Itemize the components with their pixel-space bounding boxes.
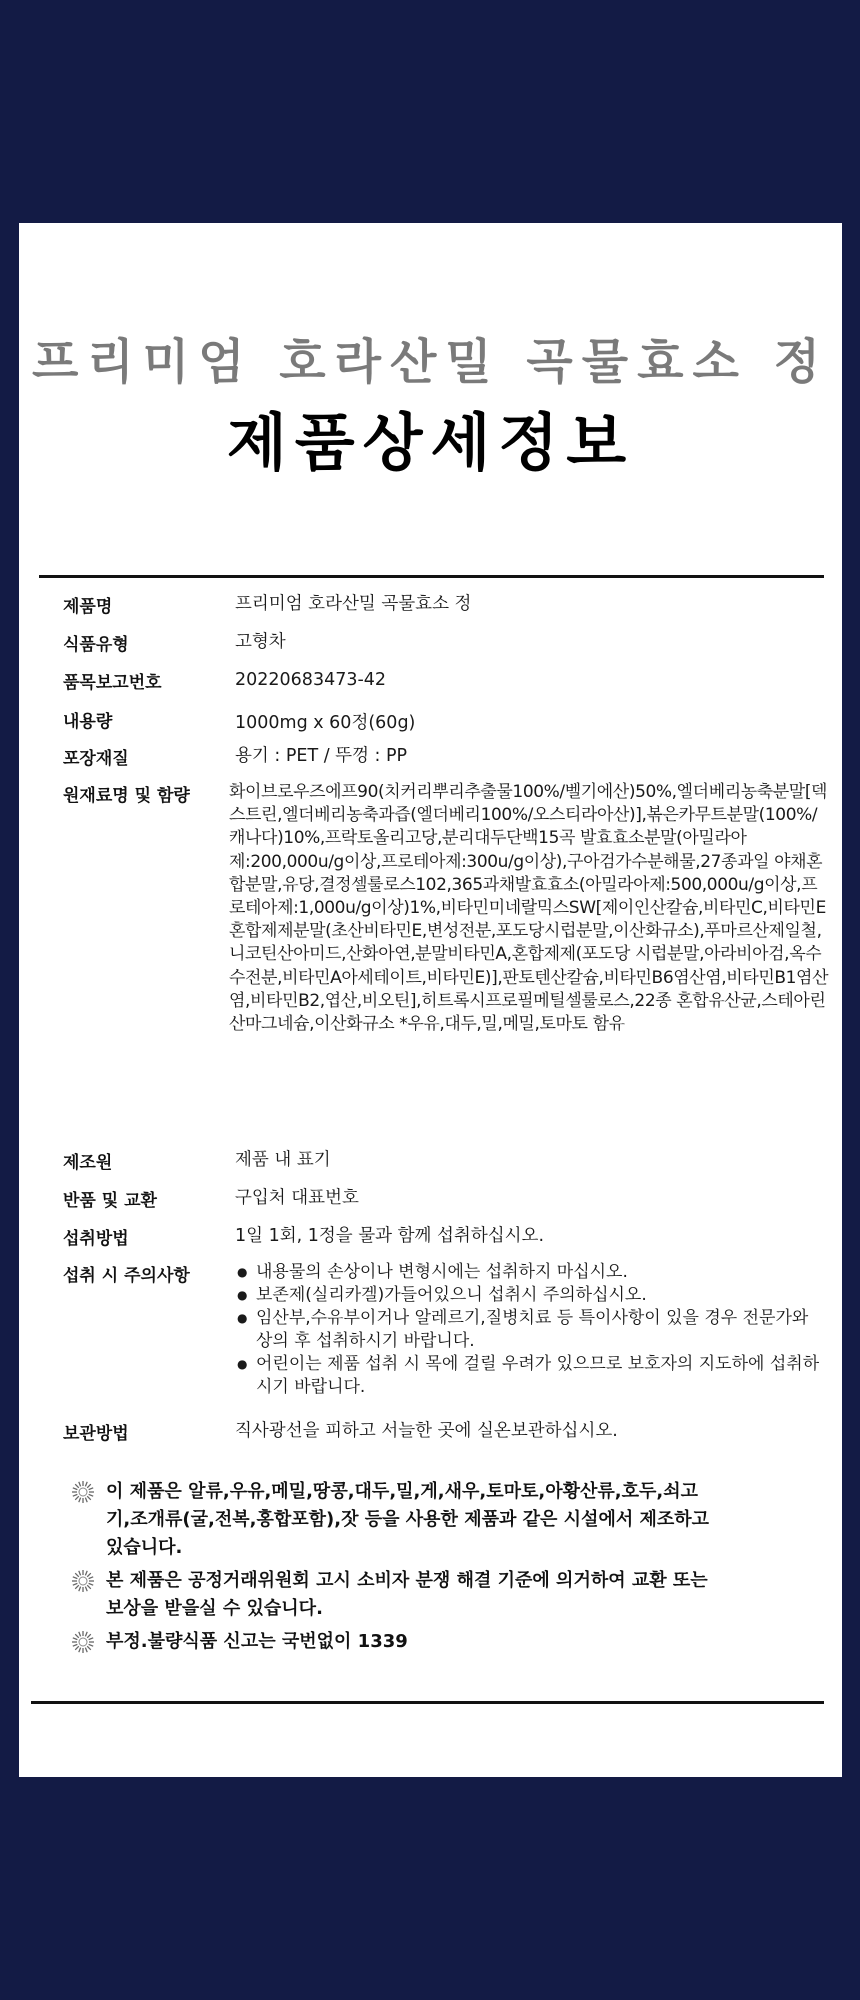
top-divider [39, 575, 824, 578]
caution-item: ● 임산부,수유부이거나 알레르기,질병치료 등 특이사항이 있을 경우 전문가와 상의 후 섭취하시기 바랍니다. [237, 1307, 830, 1353]
value-product-name: 프리미엄 호라산밀 곡물효소 정 [235, 594, 472, 614]
label-storage: 보관방법 [63, 1424, 129, 1444]
notice-text: 본 제품은 공정거래위원회 고시 소비자 분쟁 해결 기준에 의거하여 교환 또는 보상을 받을실 수 있습니다. [106, 1570, 708, 1619]
value-manufacturer: 제품 내 표기 [235, 1150, 331, 1170]
value-intake: 1일 1회, 1정을 물과 함께 섭취하십시오. [235, 1226, 545, 1246]
sunburst-icon [71, 1480, 95, 1504]
value-returns: 구입처 대표번호 [235, 1188, 359, 1208]
notice-compensation [71, 1567, 711, 1623]
label-food-type: 식품유형 [63, 635, 129, 655]
value-content: 1000mg x 60정(60g) [235, 713, 416, 733]
notice-report-hotline [71, 1628, 711, 1656]
label-returns: 반품 및 교환 [63, 1191, 157, 1211]
label-intake: 섭취방법 [63, 1229, 129, 1249]
label-manufacturer: 제조원 [63, 1153, 113, 1173]
caution-list [237, 1261, 830, 1399]
value-packaging: 용기 : PET / 뚜껑 : PP [235, 746, 408, 766]
caution-item: ● 어린이는 제품 섭취 시 목에 걸릴 우려가 있으므로 보호자의 지도하에 섭취하시기 바랍니다. [237, 1353, 830, 1399]
notice-text: 이 제품은 알류,우유,메밀,땅콩,대두,밀,게,새우,토마토,아황산류,호두,쇠고기,조개류(굴,전복,홍합포함),잣 등을 사용한 제품과 같은 시설에서 제조하고 있습니다. [106, 1481, 710, 1558]
sunburst-icon [71, 1569, 95, 1593]
label-cautions: 섭취 시 주의사항 [63, 1266, 190, 1286]
label-report-number: 품목보고번호 [63, 673, 162, 693]
caution-item: ● 보존제(실리카겔)가들어있으니 섭취시 주의하십시오. [237, 1284, 830, 1307]
caution-item: ● 내용물의 손상이나 변형시에는 섭취하지 마십시오. [237, 1261, 830, 1284]
value-ingredients: 화이브로우즈에프90(치커리뿌리추출물100%/벨기에산)50%,엘더베리농축분말[덱스트린,엘더베리농축과즙(엘더베리100%/오스티라아산)],볶은카무트분말(100%/캐나다)10%,프락토올리고당,분리대두단백15곡 발효효소분말(아밀라아제:200,000u/g이상,프로테아제:300u/g이상),구아검가수분해물,27종과일 야채혼합분말,유당,결정셀룰로스102,365과채발효효소(아밀라아제:500,000u/g이상,프로테아제:1,000u/g이상)1%,비타민미네랄믹스SW[제이인산칼슘,비타민C,비타민E혼합제제분말(초산비타민E,변성전분,포도당시럽분말,이산화규소),푸마르산제일철,니코틴산아미드,산화아연,분말비타민A,혼합제제(포도당 시럽분말,아라비아검,옥수수전분,비타민A아세테이트,비타민E)],판토텐산칼슘,비타민B6염산염,비타민B1염산염,비타민B2,엽산,비오틴],히트록시프로필메틸셀룰로스,22종 혼합유산균,스테아린산마그네슘,이산화규소 *우유,대두,밀,메밀,토마토 함유 [229, 782, 829, 1035]
bottom-divider [31, 1701, 824, 1704]
value-cautions [237, 1261, 830, 1399]
notice-text: 부정.불량식품 신고는 국번없이 1339 [106, 1631, 408, 1652]
sunburst-icon [71, 1630, 95, 1654]
value-report-number: 20220683473-42 [235, 670, 387, 690]
notice-allergen-facility [71, 1478, 711, 1562]
product-subtitle: 프리미엄 호라산밀 곡물효소 정 [32, 334, 829, 390]
value-food-type: 고형차 [235, 632, 286, 652]
product-info-card [19, 223, 842, 1777]
value-storage: 직사광선을 피하고 서늘한 곳에 실온보관하십시오. [235, 1421, 618, 1441]
label-product-name: 제품명 [63, 597, 113, 617]
page-title: 제품상세정보 [226, 406, 635, 479]
label-packaging: 포장재질 [63, 749, 129, 769]
label-ingredients: 원재료명 및 함량 [63, 786, 190, 806]
label-content: 내용량 [63, 712, 113, 732]
